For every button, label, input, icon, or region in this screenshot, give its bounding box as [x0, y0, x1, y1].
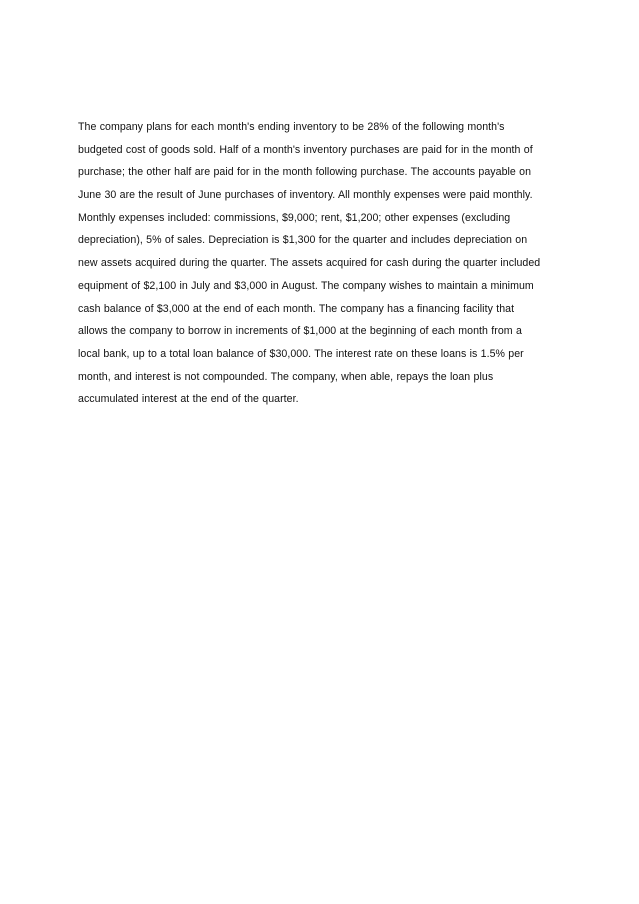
paragraph-line: The company plans for each month's ending inventory to be 28% of the following month's — [78, 121, 505, 133]
paragraph-line: month, and interest is not compounded. The company, when able, repays the loan plus — [78, 370, 494, 383]
document-paragraph — [78, 116, 568, 411]
paragraph-line: local bank, up to a total loan balance of $30,000. The interest rate on these loans is 1.5% per — [78, 347, 524, 360]
paragraph-line: June 30 are the result of June purchases of inventory. All monthly expenses were paid monthly. — [78, 189, 533, 202]
paragraph-line: new assets acquired during the quarter. The assets acquired for cash during the quarter included — [78, 257, 541, 270]
paragraph-line: purchase; the other half are paid for in the month following purchase. The accounts payable on — [78, 166, 532, 179]
paragraph-line: Monthly expenses included: commissions, $9,000; rent, $1,200; other expenses (excluding — [78, 211, 511, 224]
paragraph-line: accumulated interest at the end of the quarter. — [78, 393, 299, 406]
paragraph-line: allows the company to borrow in increments of $1,000 at the beginning of each month from a — [78, 325, 522, 338]
paragraph-line: cash balance of $3,000 at the end of each month. The company has a financing facility that — [78, 302, 515, 315]
paragraph-line: budgeted cost of goods sold. Half of a month's inventory purchases are paid for in the month of — [78, 143, 533, 156]
paragraph-line: equipment of $2,100 in July and $3,000 in August. The company wishes to maintain a minimum — [78, 279, 534, 292]
paragraph-line: depreciation), 5% of sales. Depreciation is $1,300 for the quarter and includes depreciation on — [78, 234, 528, 247]
